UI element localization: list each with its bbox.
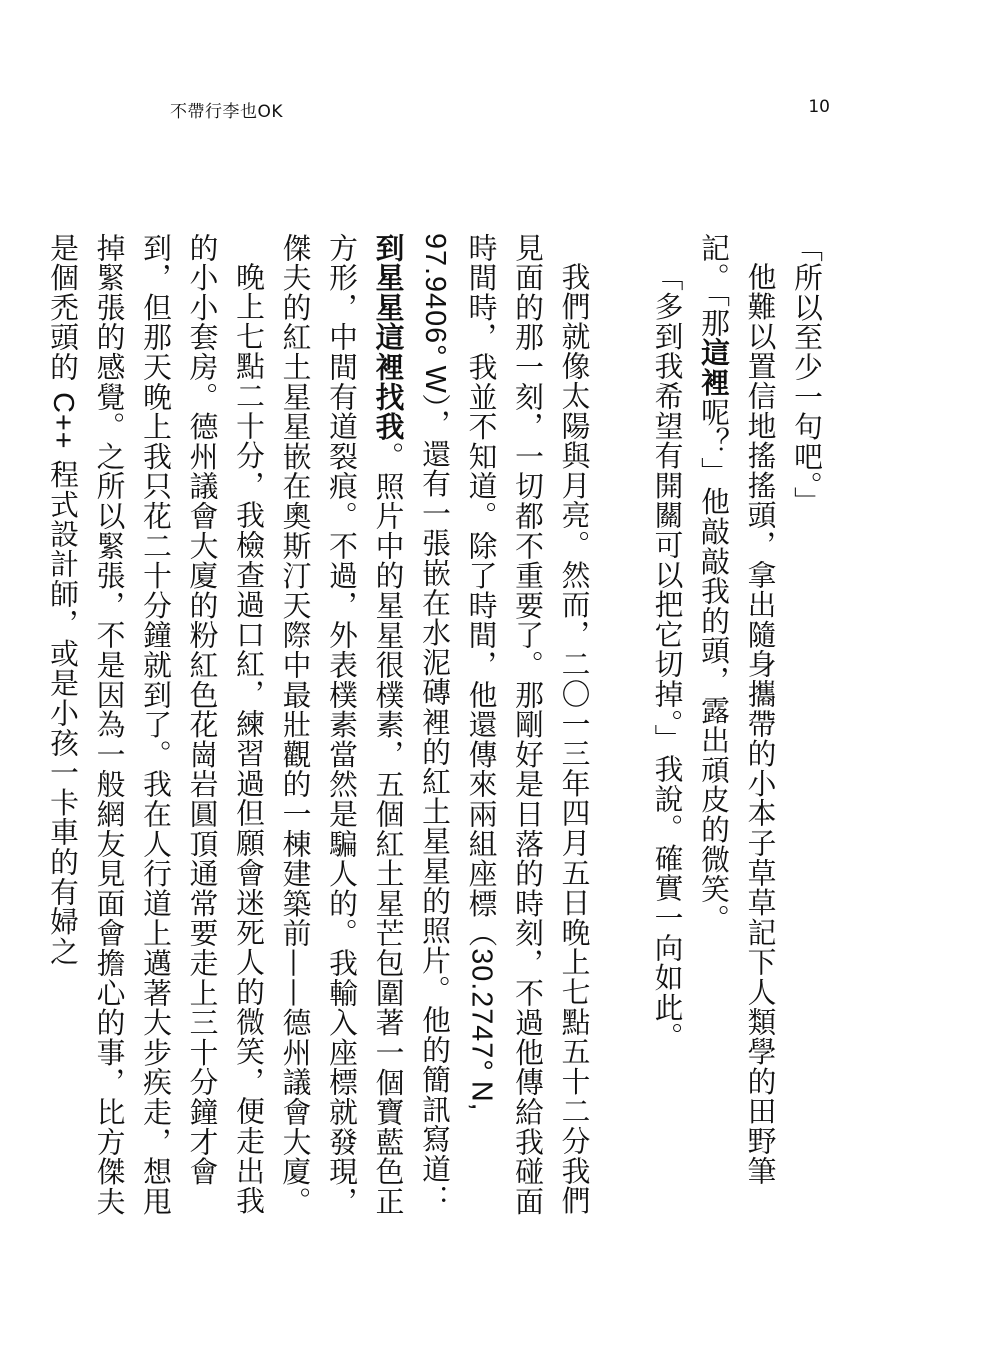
paragraph-text: 程式設計師，或是小孩一卡車的有婦之 bbox=[46, 449, 80, 967]
paragraph-1 bbox=[784, 233, 831, 1223]
paragraph-text: 晚上七點二十分，我檢查過口紅，練習過但願會迷死人的微笑，便走出我的小小套房。德州議會大廈的粉紅色花崗岩圓頂通常要走上三十分鐘才會到，但那天晚上我只花二十分鐘就到了。我在人行道上邁著大步疾走，想甩掉緊張的感覺。之所以緊張，不是因為一般網友見面會擔心的事，比方傑夫是個禿頭的 bbox=[46, 233, 266, 1217]
paragraph-2 bbox=[691, 233, 784, 1223]
code-language-text: C++ bbox=[47, 392, 79, 450]
vertical-body-text bbox=[46, 233, 830, 1223]
paragraph-text: 「多到我希望有開關可以把它切掉。」我說。確實一向如此。 bbox=[650, 261, 685, 1052]
paragraph-text: 「所以至少一句吧。」 bbox=[790, 233, 824, 517]
paragraph-4 bbox=[272, 233, 598, 1223]
emphasized-text: 到星星這裡找我 bbox=[371, 233, 406, 442]
paragraph-text: 他難以置信地搖搖頭，拿出隨身攜帶的小本子草草記下人類學的田野筆記。「那 bbox=[697, 233, 778, 1186]
paragraph-5 bbox=[40, 233, 273, 1223]
emphasized-text: 這裡 bbox=[697, 337, 731, 398]
coordinates-text: 30.2747° N, 97.9406° W bbox=[419, 233, 498, 1112]
paragraph-text: 我們就像太陽與月亮。然而，二〇一三年四月五日晚上七點五十二分我們見面的那一刻，一切都不重要了。那剛好是日落的時刻，不過他傳給我碰面時間時，我並不知道。除了時間，他還傳來兩組座標（ bbox=[464, 233, 592, 1217]
paragraph-3 bbox=[644, 233, 691, 1223]
paragraph-text: 呢？」他敲敲我的頭，露出頑皮的微笑。 bbox=[697, 397, 731, 934]
page-number: 10 bbox=[808, 97, 830, 117]
paragraph-text: ），還有一張嵌在水泥磚裡的紅土星星的照片。他的簡訊寫道： bbox=[418, 393, 452, 1214]
paragraph-text: 。照片中的星星很樸素，五個紅土星芒包圍著一個寶藍色正方形，中間有道裂痕。不過，外表樸素當然是騙人的。我輸入座標就發現，傑夫的紅土星星嵌在奧斯汀天際中最壯觀的一棟建築前——德州議會大廈。 bbox=[278, 233, 406, 1217]
running-header-title: 不帶行李也OK bbox=[170, 102, 284, 122]
